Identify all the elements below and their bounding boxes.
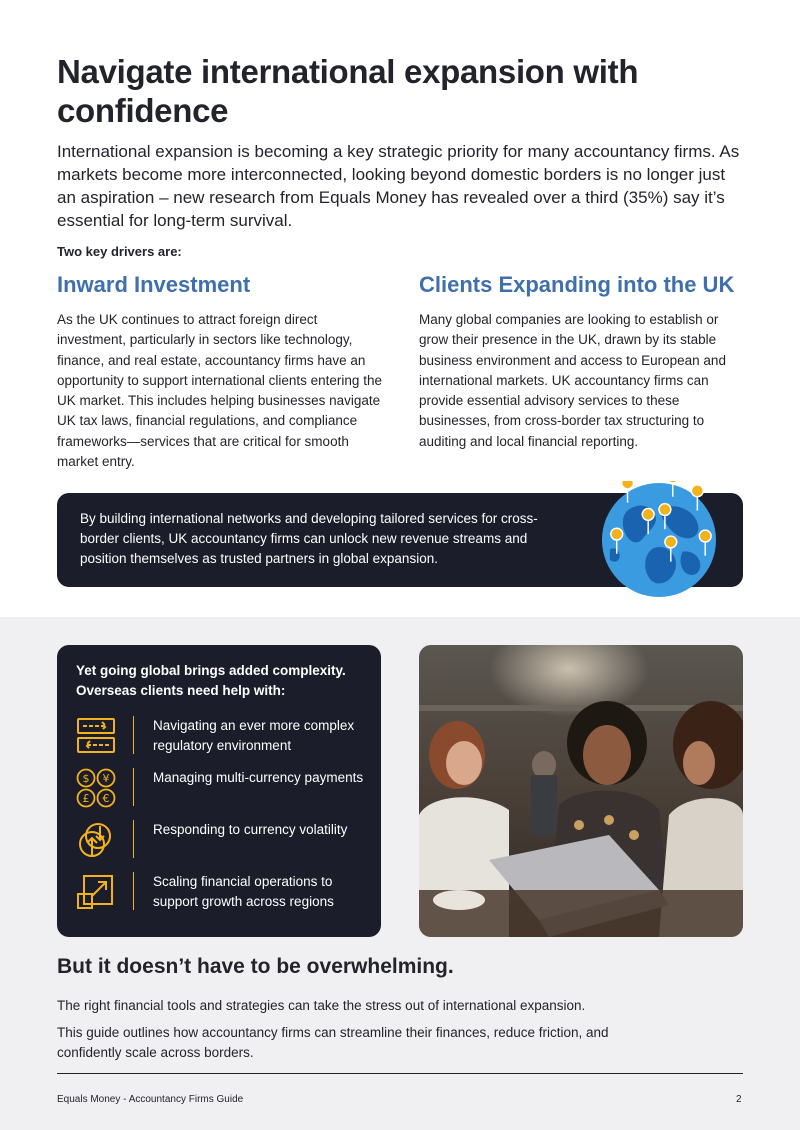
page-number: 2 [736, 1094, 742, 1105]
help-divider [133, 820, 134, 858]
clients-expanding-body: Many global companies are looking to establish or grow their presence in the UK, drawn by its stable business environment and access to European and international markets. UK accountancy firms can provide essential advisory services to these businesses, from cross-border tax structuring to auditing and local financial reporting. [419, 312, 726, 449]
banner-text: By building international networks and developing tailored services for cross-border clients, UK accountancy firms can unlock new revenue streams and position themselves as trusted partners in global expansion. [80, 511, 538, 566]
help-divider [133, 716, 134, 754]
intro-paragraph: International expansion is becoming a key strategic priority for many accountancy firms. As markets become more interconnected, looking beyond domestic borders is no longer just an aspiration – new research from Equals Money has revealed over a third (35%) say it’s essential for long-term survival. [57, 142, 740, 230]
currency-symbols-icon [76, 768, 116, 808]
footer-divider [57, 1073, 743, 1074]
help-divider [133, 872, 134, 910]
help-item-text: Managing multi-currency payments [153, 770, 364, 785]
globe-with-pins-icon [600, 481, 718, 599]
guide-paragraph: This guide outlines how accountancy firms can streamline their finances, reduce friction, and confidently scale across borders. [57, 1025, 609, 1061]
drivers-label: Two key drivers are: [57, 244, 182, 259]
svg-text:£: £ [82, 792, 90, 805]
help-item-scaling [57, 872, 381, 916]
help-item-regulatory [57, 716, 381, 760]
networks-banner [57, 493, 743, 587]
page-title: Navigate international expansion with confidence [57, 53, 639, 129]
tools-paragraph: The right financial tools and strategies can take the stress out of international expansion. [57, 998, 586, 1013]
transfer-arrows-icon [76, 716, 116, 756]
business-meeting-photo [419, 645, 743, 937]
footer-guide-title: Equals Money - Accountancy Firms Guide [57, 1094, 244, 1105]
scale-up-icon [76, 872, 116, 912]
reassurance-heading: But it doesn’t have to be overwhelming. [57, 955, 454, 978]
complexity-card [57, 645, 381, 937]
svg-text:$: $ [82, 772, 90, 785]
help-item-text: Responding to currency volatility [153, 822, 348, 837]
inward-investment-heading: Inward Investment [57, 272, 251, 297]
help-item-volatility [57, 820, 381, 864]
svg-text:¥: ¥ [102, 772, 110, 785]
help-divider [133, 768, 134, 806]
help-item-text: Scaling financial operations to support growth across regions [153, 874, 334, 909]
currency-volatility-icon [76, 820, 116, 860]
help-item-text: Navigating an ever more complex regulatory environment [153, 718, 355, 753]
inward-investment-body: As the UK continues to attract foreign direct investment, particularly in sectors like technology, finance, and real estate, accountancy firms have an opportunity to support international clients entering the UK market. This includes helping businesses navigate UK tax laws, financial regulations, and compliance frameworks—services that are critical for smooth market entry. [57, 312, 382, 470]
svg-text:€: € [102, 792, 110, 805]
help-item-multi-currency [57, 768, 381, 812]
clients-expanding-heading: Clients Expanding into the UK [419, 272, 735, 297]
complexity-heading: Yet going global brings added complexity. Overseas clients need help with: [76, 663, 346, 698]
